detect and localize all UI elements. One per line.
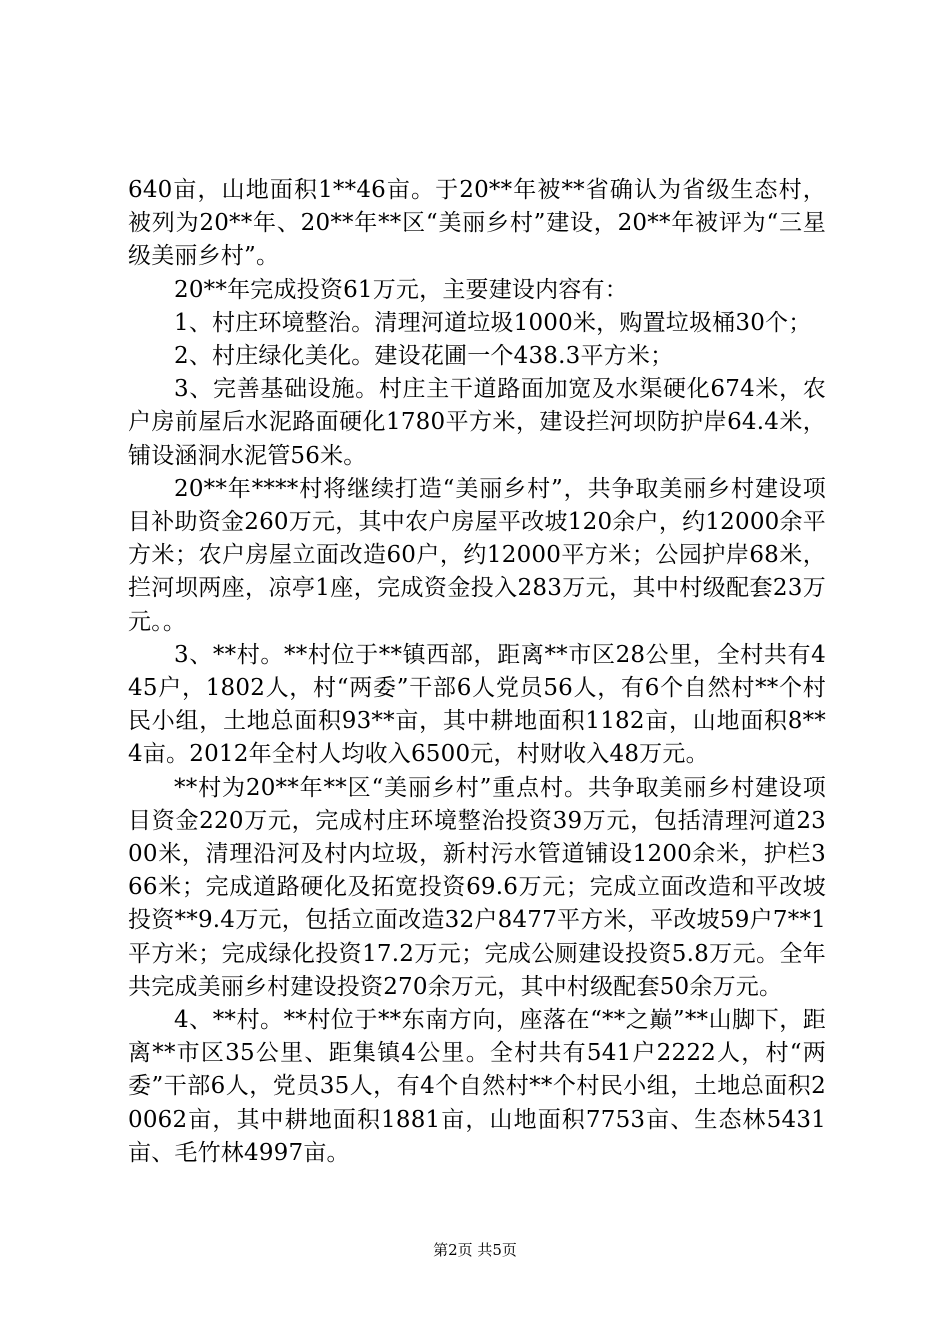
paragraph: 20**年****村将继续打造“美丽乡村”，共争取美丽乡村建设项目补助资金260万元，其中农户房屋平改坡120余户，约12000余平方米；农户房屋立面改造60户，约12000平方米；公园护岸68米，拦河坝两座，凉亭1座，完成资金投入283万元，其中村级配套23万元。。 <box>128 475 826 635</box>
paragraph: 640亩，山地面积1**46亩。于20**年被**省确认为省级生态村，被列为20**年、20**年**区“美丽乡村”建设，20**年被评为“三星级美丽乡村”。 <box>128 177 826 270</box>
paragraph: 3、完善基础设施。村庄主干道路面加宽及水渠硬化674米，农户房前屋后水泥路面硬化1780平方米，建设拦河坝防护岸64.4米，铺设涵洞水泥管56米。 <box>128 376 826 469</box>
paragraph: 4、**村。**村位于**东南方向，座落在“**之巅”**山脚下，距离**市区35公里、距集镇4公里。全村共有541户2222人，村“两委”干部6人，党员35人，有4个自然村**个村民小组，土地总面积20062亩，其中耕地面积1881亩，山地面积7753亩、生态林5431亩、毛竹林4997亩。 <box>128 1007 826 1166</box>
paragraph: 2、村庄绿化美化。建设花圃一个438.3平方米； <box>174 343 674 370</box>
document-body <box>128 174 826 1170</box>
paragraph: 3、**村。**村位于**镇西部，距离**市区28公里，全村共有445户，1802人，村“两委”干部6人党员56人，有6个自然村**个村民小组，土地总面积93**亩，其中耕地面积1182亩，山地面积8**4亩。2012年全村人均收入6500元，村财收入48万元。 <box>128 641 826 768</box>
paragraph: 20**年完成投资61万元，主要建设内容有： <box>174 276 628 303</box>
paragraph: 1、村庄环境整治。清理河道垃圾1000米，购置垃圾桶30个； <box>174 309 812 336</box>
page-number-label: 第2页 共5页 <box>433 1241 517 1259</box>
paragraph: **村为20**年**区“美丽乡村”重点村。共争取美丽乡村建设项目资金220万元，完成村庄环境整治投资39万元，包括清理河道2300米，清理沿河及村内垃圾，新村污水管道铺设1200余米，护栏366米；完成道路硬化及拓宽投资69.6万元；完成立面改造和平改坡投资**9.4万元，包括立面改造32户8477平方米，平改坡59户7**1平方米；完成绿化投资17.2万元；完成公厕建设投资5.8万元。全年共完成美丽乡村建设投资270余万元，其中村级配套50余万元。 <box>128 774 826 1000</box>
page-footer <box>0 1240 950 1260</box>
